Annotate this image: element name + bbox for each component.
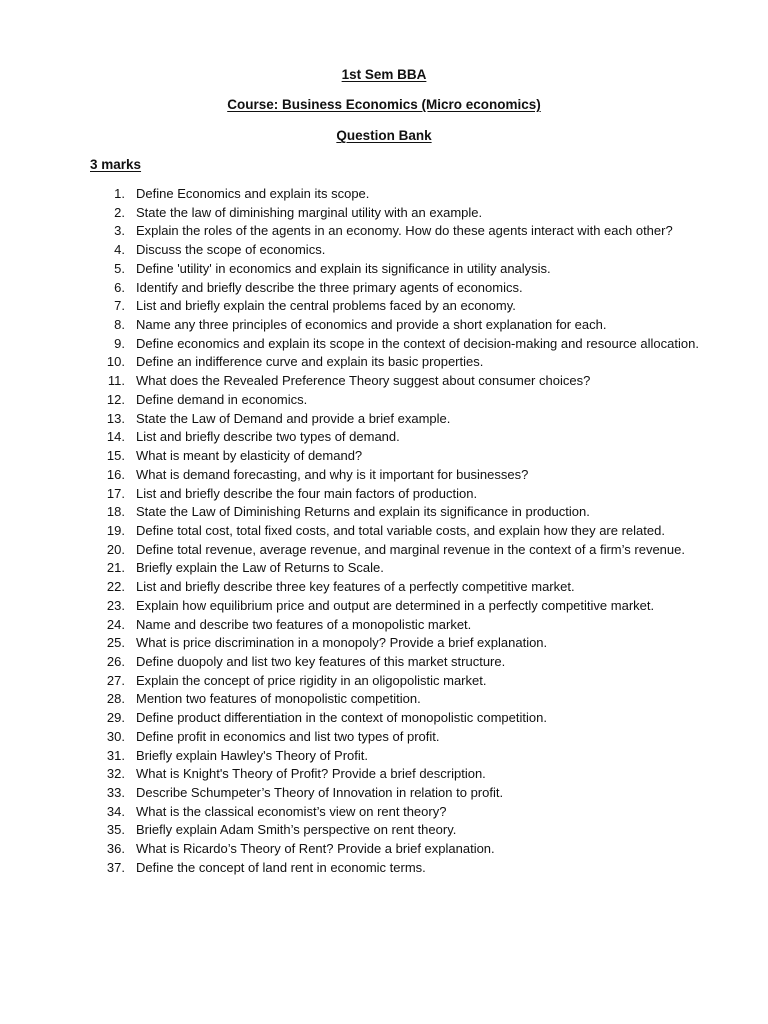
question-item — [0, 373, 768, 392]
question-text: Identify and briefly describe the three primary agents of economics. — [136, 279, 523, 295]
question-number: 28. — [106, 691, 125, 707]
question-text: Explain the concept of price rigidity in an oligopolistic market. — [136, 672, 487, 688]
question-text: What is price discrimination in a monopoly? Provide a brief explanation. — [136, 635, 548, 651]
question-text: Name any three principles of economics and provide a short explanation for each. — [136, 317, 607, 333]
question-number: 33. — [106, 785, 125, 800]
question-number: 4. — [114, 242, 125, 258]
question-number: 36. — [106, 841, 125, 857]
question-text: Define demand in economics. — [136, 391, 308, 407]
question-item — [0, 673, 768, 692]
question-text: Briefly explain the Law of Returns to Scale. — [136, 560, 384, 576]
question-number: 23. — [106, 597, 125, 613]
question-text: Define 'utility' in economics and explain its significance in utility analysis. — [136, 260, 551, 276]
question-text: List and briefly describe three key features of a perfectly competitive market. — [136, 579, 575, 595]
question-item — [0, 523, 768, 542]
question-text: State the Law of Diminishing Returns and explain its significance in production. — [136, 504, 590, 520]
question-number: 14. — [106, 429, 125, 445]
question-text: Define profit in economics and list two types of profit. — [136, 728, 440, 744]
question-text: Define economics and explain its scope in the context of decision-making and resource allocation. — [136, 335, 699, 351]
question-text: List and briefly describe two types of demand. — [136, 429, 400, 445]
question-item — [0, 205, 768, 224]
question-text: Define total revenue, average revenue, and marginal revenue in the context of a firm’s revenue. — [136, 541, 685, 557]
question-item — [0, 261, 768, 280]
question-text: State the law of diminishing marginal utility with an example. — [136, 204, 483, 220]
question-item — [0, 336, 768, 355]
question-text: Define product differentiation in the context of monopolistic competition. — [136, 710, 547, 726]
question-number: 20. — [106, 541, 125, 557]
question-text: Define duopoly and list two key features of this market structure. — [136, 653, 506, 669]
question-number: 18. — [106, 504, 125, 520]
question-item — [0, 504, 768, 523]
question-item — [0, 617, 768, 636]
question-item — [0, 429, 768, 448]
question-number: 8. — [114, 317, 125, 333]
question-text: Mention two features of monopolistic competition. — [136, 691, 421, 707]
question-number: 29. — [106, 710, 125, 726]
question-bank-heading: Question Bank — [336, 128, 432, 143]
question-item — [0, 298, 768, 317]
question-item — [0, 766, 768, 785]
question-number: 26. — [106, 653, 125, 669]
question-text: What is the classical economist’s view on rent theory? — [136, 803, 447, 819]
question-number: 32. — [106, 766, 125, 782]
question-item — [0, 748, 768, 767]
question-text: What is meant by elasticity of demand? — [136, 448, 363, 464]
question-text: Name and describe two features of a monopolistic market. — [136, 616, 472, 632]
question-item — [0, 654, 768, 673]
question-number: 34. — [106, 803, 125, 819]
question-number: 37. — [106, 859, 125, 875]
question-text: Briefly explain Adam Smith’s perspective on rent theory. — [136, 822, 457, 838]
question-item — [0, 186, 768, 205]
question-number: 24. — [106, 616, 125, 632]
course-title: Course: Business Economics (Micro economics) — [227, 97, 541, 112]
question-text: State the Law of Demand and provide a brief example. — [136, 410, 451, 426]
question-text: Discuss the scope of economics. — [136, 242, 326, 258]
question-number: 12. — [106, 391, 125, 407]
question-text: What is Ricardo’s Theory of Rent? Provide a brief explanation. — [136, 841, 495, 857]
question-item — [0, 785, 768, 804]
question-item — [0, 317, 768, 336]
question-item — [0, 223, 768, 242]
question-number: 5. — [114, 260, 125, 276]
question-item — [0, 467, 768, 486]
question-item — [0, 729, 768, 748]
document-title: 1st Sem BBA — [341, 67, 427, 82]
question-number: 31. — [106, 747, 125, 763]
question-item — [0, 486, 768, 505]
question-text: Define Economics and explain its scope. — [136, 186, 370, 201]
question-item — [0, 448, 768, 467]
question-item — [0, 560, 768, 579]
question-number: 15. — [106, 448, 125, 464]
question-text: Define an indifference curve and explain its basic properties. — [136, 354, 484, 370]
question-item — [0, 804, 768, 823]
question-number: 13. — [106, 410, 125, 426]
question-item — [0, 841, 768, 860]
question-number: 35. — [106, 822, 125, 838]
question-list — [0, 186, 768, 879]
question-item — [0, 411, 768, 430]
section-heading-3-marks: 3 marks — [90, 157, 142, 172]
question-number: 16. — [106, 466, 125, 482]
question-item — [0, 579, 768, 598]
question-text: Define total cost, total fixed costs, and total variable costs, and explain how they are related. — [136, 522, 665, 538]
question-item — [0, 280, 768, 299]
question-number: 17. — [106, 485, 125, 501]
question-text: What is demand forecasting, and why is it important for businesses? — [136, 466, 529, 482]
question-number: 22. — [106, 579, 125, 595]
question-item — [0, 710, 768, 729]
question-number: 2. — [114, 204, 125, 220]
question-item — [0, 822, 768, 841]
question-item — [0, 392, 768, 411]
question-text: What is Knight's Theory of Profit? Provide a brief description. — [136, 766, 486, 782]
question-number: 21. — [106, 560, 125, 576]
question-text: Explain how equilibrium price and output are determined in a perfectly competitive market. — [136, 597, 655, 613]
question-text: Briefly explain Hawley's Theory of Profit. — [136, 747, 369, 763]
question-text: Explain the roles of the agents in an economy. How do these agents interact with each other? — [136, 223, 673, 239]
question-number: 27. — [106, 672, 125, 688]
question-item — [0, 542, 768, 561]
question-number: 25. — [106, 635, 125, 651]
question-number: 10. — [106, 354, 125, 370]
question-number: 9. — [114, 335, 125, 351]
question-number: 1. — [114, 186, 125, 201]
question-number: 19. — [106, 522, 125, 538]
question-text: Describe Schumpeter’s Theory of Innovation in relation to profit. — [136, 785, 504, 800]
question-item — [0, 598, 768, 617]
question-item — [0, 635, 768, 654]
question-item — [0, 354, 768, 373]
question-item — [0, 242, 768, 261]
question-text: What does the Revealed Preference Theory suggest about consumer choices? — [136, 373, 591, 389]
question-number: 30. — [106, 728, 125, 744]
question-item — [0, 691, 768, 710]
question-number: 3. — [114, 223, 125, 239]
question-item — [0, 860, 768, 879]
question-number: 6. — [114, 279, 125, 295]
question-text: List and briefly describe the four main factors of production. — [136, 485, 478, 501]
question-number: 11. — [107, 373, 125, 389]
question-text: Define the concept of land rent in economic terms. — [136, 859, 426, 875]
question-number: 7. — [114, 298, 125, 314]
question-text: List and briefly explain the central problems faced by an economy. — [136, 298, 516, 314]
